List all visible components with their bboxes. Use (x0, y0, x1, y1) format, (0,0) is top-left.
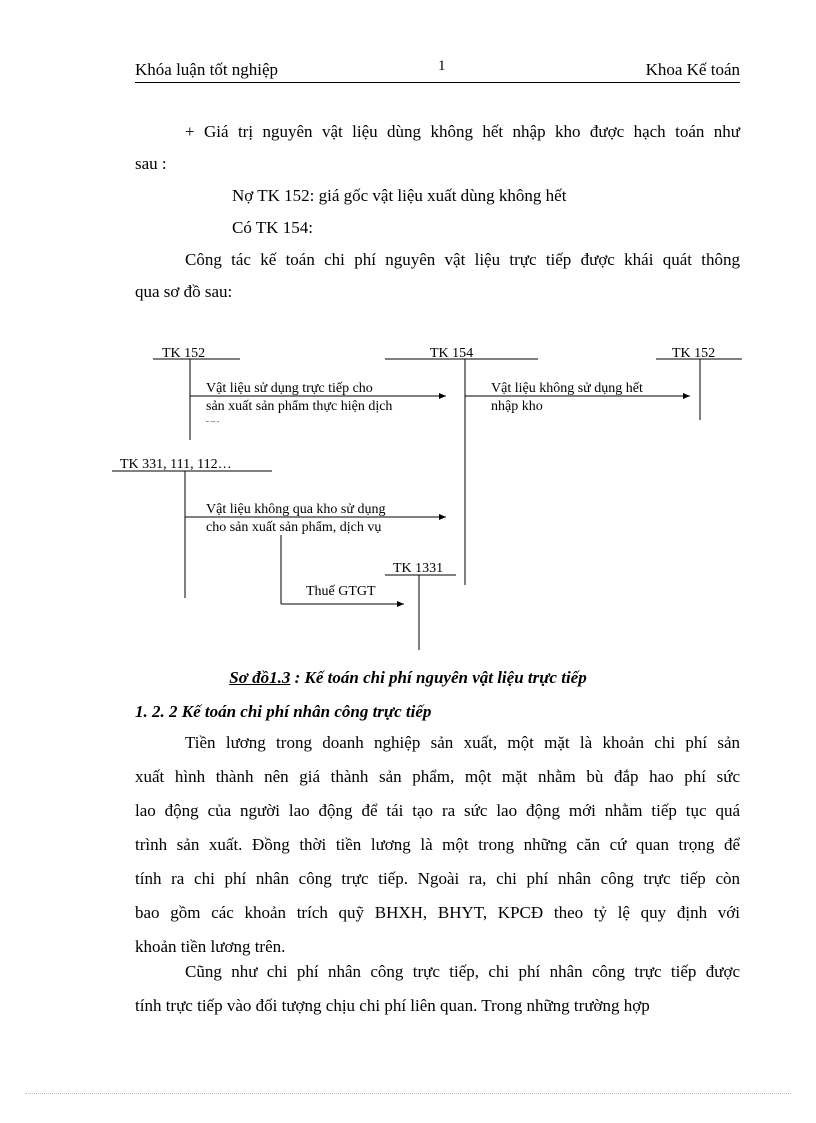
flow3-label-line1: Vật liệu không qua kho sử dụng (206, 502, 386, 517)
summary-paragraph (135, 244, 740, 308)
account-tk152-right: TK 152 (672, 346, 716, 361)
caption-label: Sơ đồ1.3 (229, 668, 291, 687)
page-number: 1 (438, 58, 446, 74)
flow1-label-clip (200, 422, 440, 434)
debit-entry: Nợ TK 152: giá gốc vật liệu xuất dùng không hết (232, 186, 567, 205)
flow3-label-line2: cho sản xuất sản phẩm, dịch vụ (206, 520, 382, 535)
page-header (135, 58, 740, 83)
account-tk154: TK 154 (430, 346, 474, 361)
intro-paragraph (135, 116, 740, 180)
p1-line: lao động của người lao động để tái tạo ra sức lao động mới nhằm tiếp tục quá (135, 801, 740, 820)
account-tk331: TK 331, 111, 112… (120, 457, 232, 472)
p2-line: Cũng như chi phí nhân công trực tiếp, chi phí nhân công trực tiếp được (185, 962, 740, 981)
p1-line: tính ra chi phí nhân công trực tiếp. Ngoài ra, chi phí nhân công trực tiếp còn (135, 869, 740, 888)
header-left-title: Khóa luận tốt nghiệp (135, 60, 279, 79)
flow2-label-line2: nhập kho (491, 399, 543, 414)
diagram-caption (0, 668, 816, 688)
accounting-flow-diagram (0, 330, 816, 660)
p1-line: bao gồm các khoản trích quỹ BHXH, BHYT, KPCĐ theo tỷ lệ quy định với (135, 903, 740, 922)
flow1-label-line1: Vật liệu sử dụng trực tiếp cho (206, 381, 373, 396)
p1-line: xuất hình thành nên giá thành sản phẩm, một mặt nhằm bù đắp hao phí sức (135, 767, 740, 786)
summary-line-2: qua sơ đồ sau: (135, 282, 233, 301)
intro-line-1: + Giá trị nguyên vật liệu dùng không hết nhập kho được hạch toán như (185, 122, 740, 141)
p1-line: Tiền lương trong doanh nghiệp sản xuất, một mặt là khoản chi phí sản (185, 733, 740, 752)
account-tk152-left: TK 152 (162, 346, 206, 361)
p1-line: trình sản xuất. Đồng thời tiền lương là một trong những căn cứ quan trọng để (135, 835, 740, 854)
header-right-title: Khoa Kế toán (645, 60, 740, 79)
page-bottom-border (25, 1093, 791, 1094)
p2-line: tính trực tiếp vào đối tượng chịu chi phí liên quan. Trong những trường hợp (135, 996, 650, 1015)
section-heading: 1. 2. 2 Kế toán chi phí nhân công trực tiếp (135, 702, 432, 721)
section-paragraph-2 (135, 955, 740, 1023)
summary-line-1: Công tác kế toán chi phí nguyên vật liệu trực tiếp được khái quát thông (185, 250, 740, 269)
flow2-label-line1: Vật liệu không sử dụng hết (491, 381, 643, 396)
credit-entry: Có TK 154: (232, 218, 313, 237)
p1-line: khoản tiền lương trên. (135, 937, 286, 956)
account-tk1331: TK 1331 (393, 561, 444, 576)
flow1-label-line2: sản xuất sản phẩm thực hiện dịch (206, 399, 393, 414)
intro-line-2: sau : (135, 154, 167, 173)
flow4-label: Thuế GTGT (306, 584, 376, 599)
caption-text: : Kế toán chi phí nguyên vật liệu trực tiếp (290, 668, 587, 687)
section-paragraph-1 (135, 726, 740, 964)
